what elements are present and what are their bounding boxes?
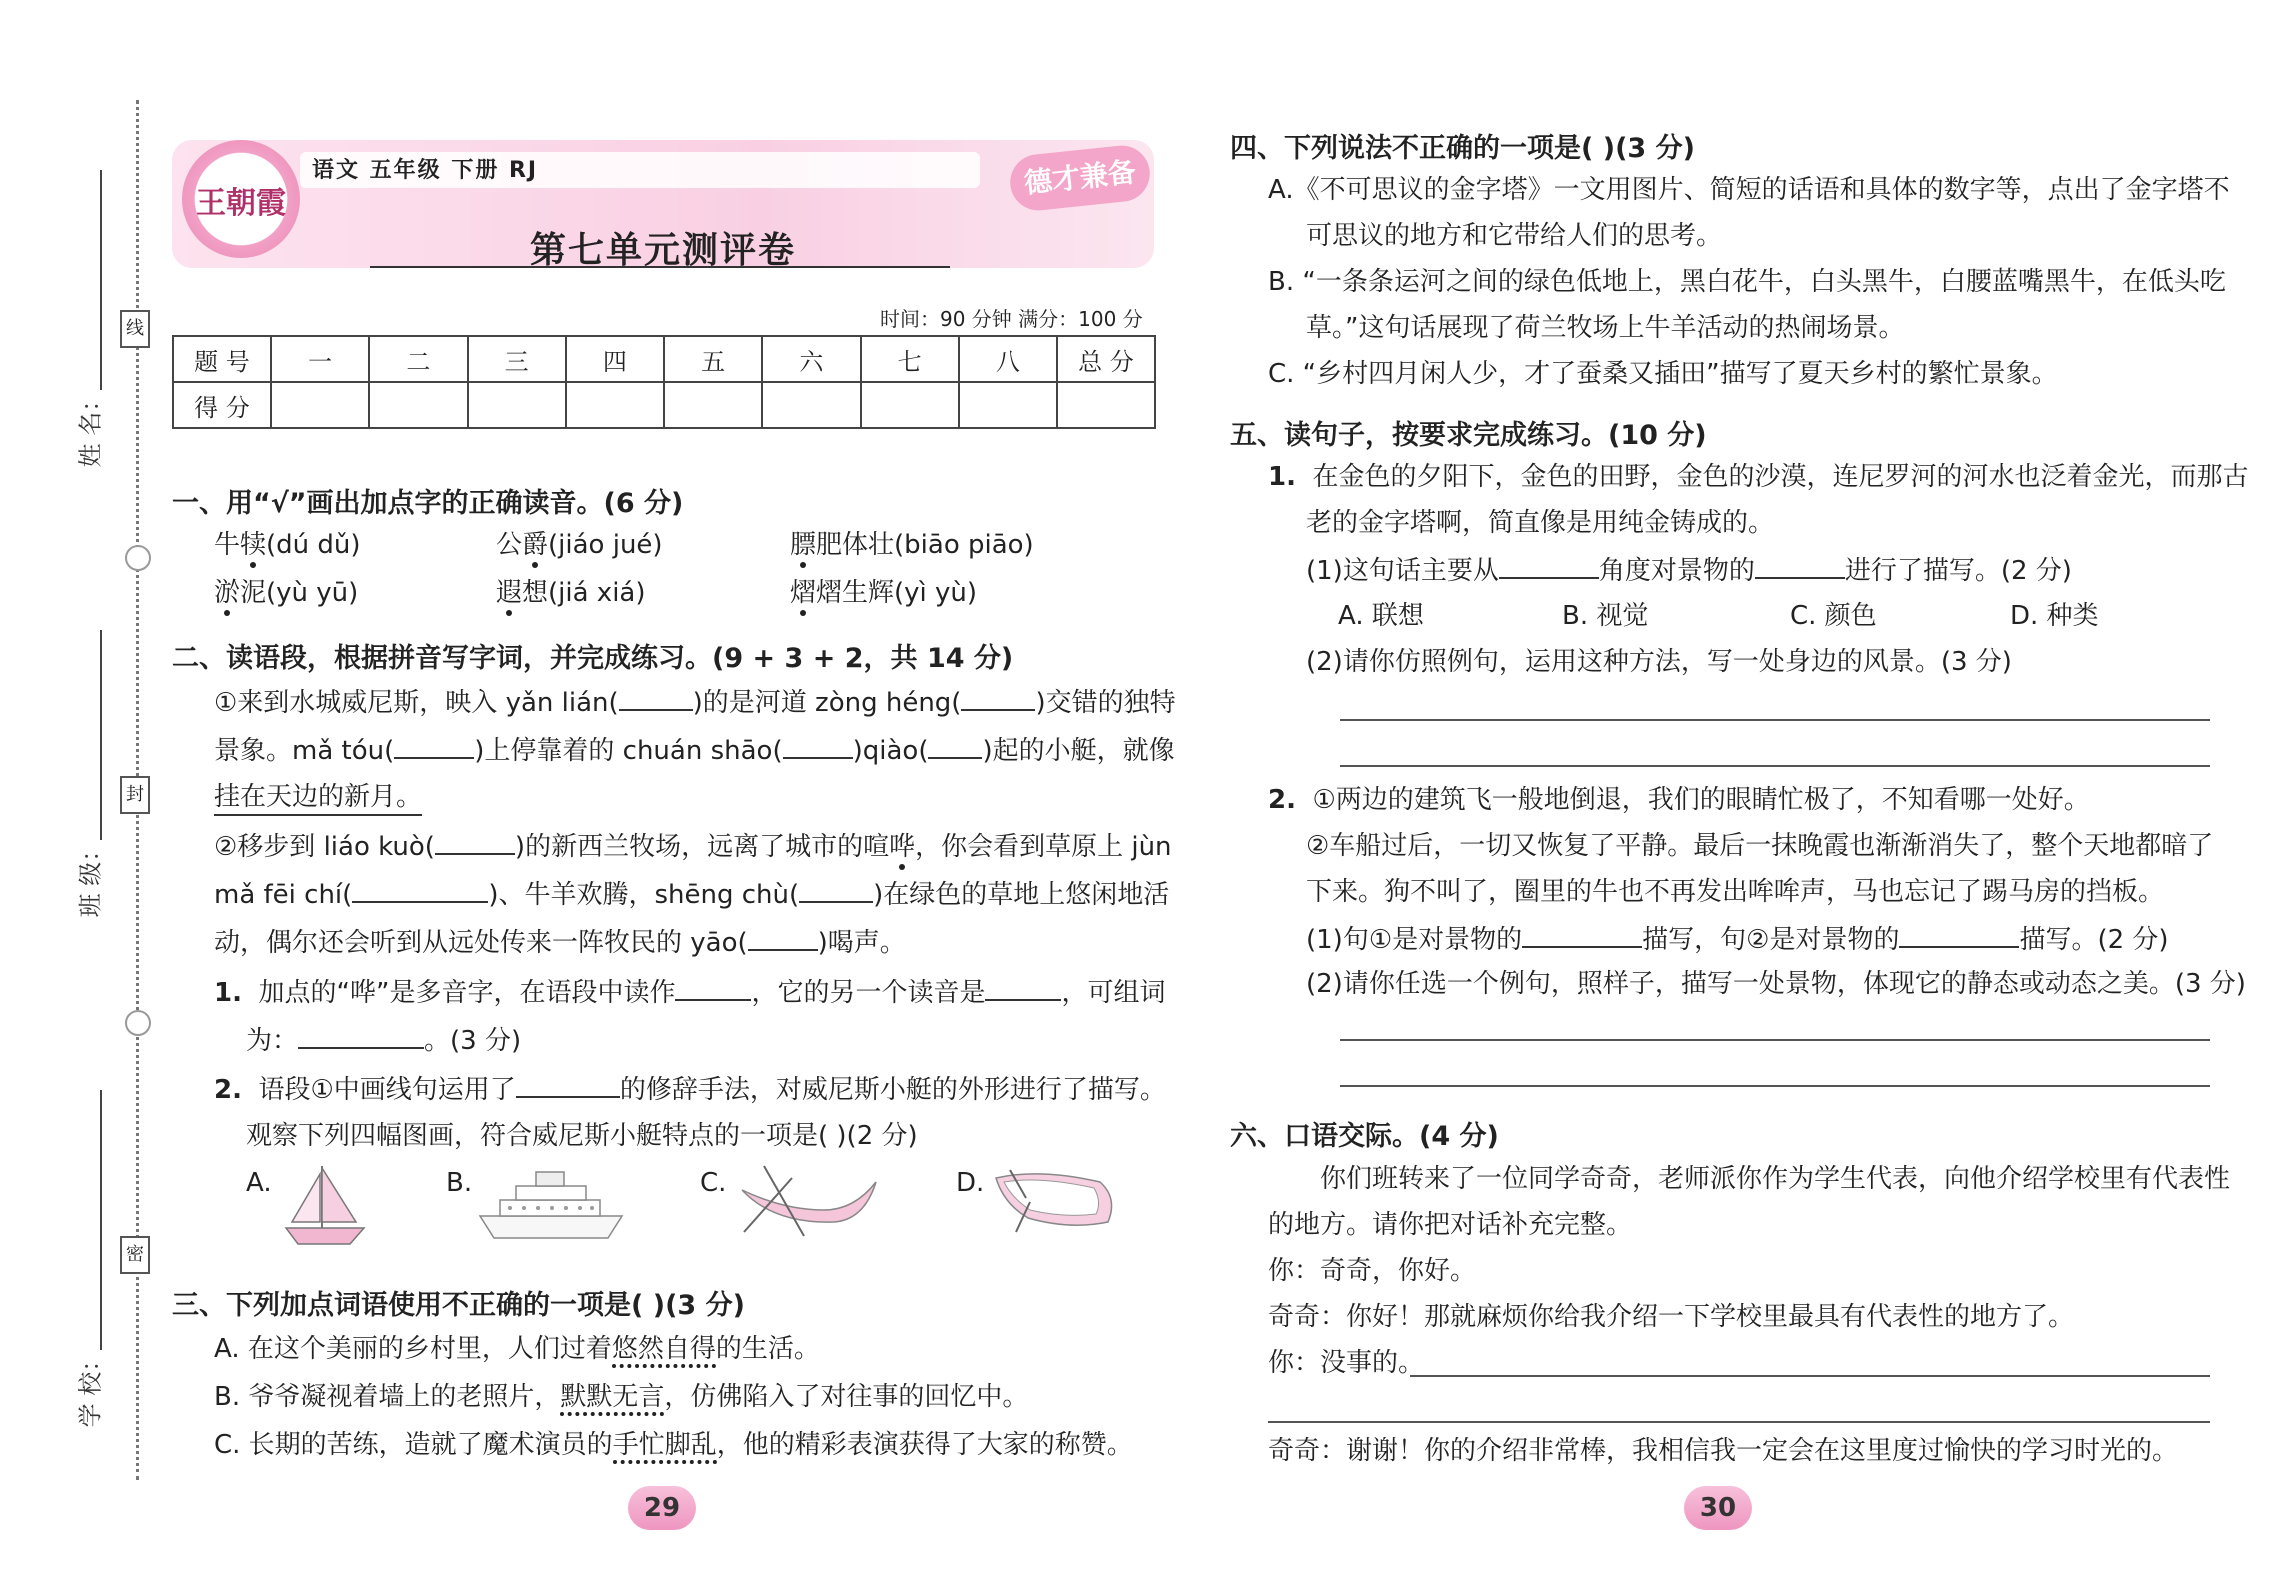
q4-option-a-line1[interactable]: A.《不可思议的金字塔》一文用图片、简短的话语和具体的数字等，点出了金字塔不 [1268,175,2230,205]
q2-text: )的新西兰牧场，远离了城市的喧 [514,832,890,862]
gondola-icon [734,1160,884,1240]
q3-text: ，仿佛陷入了对往事的回忆中。 [664,1382,1029,1412]
dotted-char: 熠 [790,578,817,608]
score-header-cell: 五 [664,336,762,382]
school-label: 学 校： [76,1347,105,1428]
score-header-cell: 一 [271,336,369,382]
writing-line[interactable] [1340,765,2210,767]
answer-blank[interactable] [352,875,488,903]
q2-sub2-line1 [214,1070,1166,1108]
score-header-cell: 题 号 [173,336,271,382]
option-c-label[interactable]: C. [700,1168,727,1198]
q2-text: ，它的另一个读音是 [751,978,986,1008]
q2-text: )上停靠着的 chuán shāo( [474,736,783,766]
q5-text: 描写，句②是对景物的 [1642,925,1900,955]
q6-dialog-1: 你：奇奇，你好。 [1268,1256,1477,1286]
q2-sub1-line1 [214,973,1165,1011]
answer-blank[interactable] [799,875,873,903]
title-underline [370,266,950,268]
score-table-header-row [173,336,1155,382]
sailboat-icon [280,1160,370,1252]
q2-text: )喝声。 [817,928,906,958]
q1-item-2 [496,527,663,563]
answer-blank[interactable] [1499,551,1599,579]
dotted-char: 膘 [790,530,817,560]
writing-line[interactable] [1410,1375,2210,1377]
q5-text: 进行了描写。(2 分) [1844,556,2072,586]
q5-text: (1)这句话主要从 [1306,556,1499,586]
q2-text: 景象。mǎ tóu( [214,736,395,766]
score-cell[interactable] [566,382,664,428]
q2-text: 语段①中画线句运用了 [258,1075,516,1105]
q4-title: 四、下列说法不正确的一项是( )(3 分) [1230,133,1695,164]
score-cell[interactable] [762,382,860,428]
q5-text: (1)句①是对景物的 [1306,925,1523,955]
answer-blank[interactable] [298,1021,424,1049]
score-row-label: 得 分 [173,382,271,428]
q6-title: 六、口语交际。(4 分) [1230,1121,1499,1152]
writing-line[interactable] [1268,1421,2210,1423]
q2-text: )的是河道 zòng héng( [692,688,962,718]
q1-item-text: 公 [496,530,523,560]
score-header-cell: 二 [369,336,467,382]
q3-option-a[interactable] [214,1331,820,1367]
q5-s1-q1 [1306,551,2072,589]
q2-text: mǎ fēi chí( [214,880,353,910]
answer-blank[interactable] [748,923,818,951]
q1-item-5 [496,575,646,611]
q5-title: 五、读句子，按要求完成练习。(10 分) [1230,420,1707,451]
q2-text: 为： [246,1026,299,1056]
q1-item-pinyin[interactable]: 想(jiá xiá) [522,578,646,608]
q5-s2-q2: (2)请你任选一个例句，照样子，描写一处景物，体现它的静态或动态之美。(3 分) [1306,969,2246,999]
score-table-score-row [173,382,1155,428]
underlined-sentence: 挂在天边的新月。 [214,782,422,816]
q2-text: )在绿色的草地上悠闲地活 [873,880,1170,910]
option-b-label[interactable]: B. [446,1168,473,1198]
dotted-phrase: 手忙脚乱 [613,1430,717,1464]
option-d-label[interactable]: D. [956,1168,985,1198]
q2-text: )交错的独特 [1035,688,1176,718]
score-table [172,335,1156,429]
stamp-badge: 德才兼备 [1007,143,1152,213]
writing-line[interactable] [1340,1039,2210,1041]
name-label: 姓 名： [76,387,105,468]
q3-option-c[interactable] [214,1427,1133,1463]
q5-opt-b[interactable]: B. 视觉 [1562,601,1649,631]
score-header-cell: 总 分 [1057,336,1155,382]
sub-number: 2. [1268,785,1296,815]
score-cell[interactable] [369,382,467,428]
score-header-cell: 七 [861,336,959,382]
answer-blank[interactable] [961,683,1035,711]
q5-opt-c[interactable]: C. 颜色 [1790,601,1877,631]
q1-item-pinyin[interactable]: (dú dǔ) [266,530,361,560]
score-cell[interactable] [468,382,566,428]
writing-line[interactable] [1340,1085,2210,1087]
q2-text: 加点的“哗”是多音字，在语段中读作 [258,978,676,1008]
q2-text: 。(3 分) [424,1026,522,1056]
class-field-line[interactable] [100,630,102,840]
q2-sub2-line2: 观察下列四幅图画，符合威尼斯小艇特点的一项是( )(2 分) [246,1121,918,1151]
score-cell[interactable] [959,382,1057,428]
q2-text: 动，偶尔还会听到从远处传来一阵牧民的 yāo( [214,928,748,958]
dotted-char: 哗 [889,832,916,862]
q1-item-4 [214,575,358,611]
q2-text: )qiào( [852,736,929,766]
brand-text: 王朝霞 [196,186,286,221]
answer-blank[interactable] [985,973,1061,1001]
q1-item-6 [790,575,977,611]
q5-text: 角度对景物的 [1598,556,1755,586]
q5-s1-line2: 老的金字塔啊，简直像是用纯金铸成的。 [1306,508,1775,538]
dotted-char: 遐 [496,578,523,608]
time-info: 时间：90 分钟 满分：100 分 [880,307,1143,331]
q2-para1-line1 [214,683,1176,721]
answer-blank[interactable] [1755,551,1845,579]
answer-blank[interactable] [1522,920,1642,948]
dotted-char: 爵 [522,530,549,560]
q3-text: B. 爷爷凝视着墙上的老照片， [214,1382,561,1412]
class-label: 班 级： [76,837,105,918]
q1-item-pinyin[interactable]: 泥(yù yū) [240,578,359,608]
q2-para1-line2 [214,731,1175,769]
score-cell[interactable] [861,382,959,428]
q1-title: 一、用“√”画出加点字的正确读音。(6 分) [172,488,684,519]
q5-text: 描写。(2 分) [2019,925,2169,955]
q5-opt-a[interactable]: A. 联想 [1338,601,1424,631]
answer-blank[interactable] [783,731,853,759]
q5-text: ①两边的建筑飞一般地倒退，我们的眼睛忙极了，不知看哪一处好。 [1312,785,2090,815]
answer-blank[interactable] [619,683,693,711]
score-header-cell: 四 [566,336,664,382]
q2-text: ①来到水城威尼斯，映入 yǎn lián( [214,688,619,718]
q5-s2-line2: ②车船过后，一切又恢复了平静。最后一抹晚霞也渐渐消失了，整个天地都暗了 [1306,831,2214,861]
answer-blank[interactable] [394,731,474,759]
writing-line[interactable] [1340,719,2210,721]
score-header-cell: 三 [468,336,566,382]
q4-option-a-line2: 可思议的地方和它带给人们的思考。 [1306,221,1723,251]
answer-blank[interactable] [516,1070,620,1098]
q2-para2-line2 [214,875,1169,913]
rowboat-icon [990,1158,1120,1240]
q2-text: ，你会看到草原上 jùn [915,832,1172,862]
score-header-cell: 六 [762,336,860,382]
brand-logo [182,140,300,258]
q1-item-3 [790,527,1034,563]
sub-number: 2. [214,1075,242,1105]
score-cell[interactable] [664,382,762,428]
sub-number: 1. [214,978,242,1008]
q2-text: )、牛羊欢腾，shēng chù( [488,880,800,910]
dotted-phrase: 悠然自得 [612,1334,716,1368]
q6-dialog-3: 你：没事的。 [1268,1348,1425,1378]
q5-s2-line3: 下来。狗不叫了，圈里的牛也不再发出哞哞声，马也忘记了踢马房的挡板。 [1306,877,2165,907]
q3-text: ，他的精彩表演获得了大家的称赞。 [716,1430,1133,1460]
q2-sub1-line2 [246,1021,521,1059]
q2-para2-line3 [214,923,906,961]
seal-mark-1: 线 [120,310,150,348]
score-cell[interactable] [271,382,369,428]
subject-line: 语文 五年级 下册 RJ [312,158,539,183]
page-number-left: 29 [628,1486,696,1530]
q2-text: 的修辞手法，对威尼斯小艇的外形进行了描写。 [619,1075,1166,1105]
q5-opt-d[interactable]: D. 种类 [2010,601,2099,631]
q2-text: ②移步到 liáo kuò( [214,832,435,862]
score-header-cell: 八 [959,336,1057,382]
option-a-label[interactable]: A. [246,1168,272,1198]
answer-blank[interactable] [435,827,515,855]
q3-text: C. 长期的苦练，造就了魔术演员的 [214,1430,613,1460]
q5-s1-line1 [1268,459,2249,495]
q2-para1-line3 [214,779,422,815]
page-number-right: 30 [1684,1486,1752,1530]
school-field-line[interactable] [100,1090,102,1350]
binding-hole-2 [125,1010,151,1036]
cruise-ship-icon [476,1164,626,1244]
q1-item-pinyin[interactable]: 肥体壮(biāo piāo) [816,530,1034,560]
q6-intro-line1: 你们班转来了一位同学奇奇，老师派你作为学生代表，向他介绍学校里有代表性 [1320,1164,2231,1194]
q5-text: 在金色的夕阳下，金色的田野，金色的沙漠，连尼罗河的河水也泛着金光，而那古 [1312,462,2249,492]
q2-text: )起的小艇，就像 [982,736,1175,766]
answer-blank[interactable] [928,731,982,759]
q3-title: 三、下列加点词语使用不正确的一项是( )(3 分) [172,1290,745,1321]
binding-hole-1 [125,545,151,571]
q4-option-b-line2: 草。”这句话展现了荷兰牧场上牛羊活动的热闹场景。 [1306,313,1905,343]
q2-title: 二、读语段，根据拼音写字词，并完成练习。(9 + 3 + 2，共 14 分) [172,643,1014,674]
q6-dialog-2: 奇奇：你好！那就麻烦你给我介绍一下学校里最具有代表性的地方了。 [1268,1302,2075,1332]
dotted-char: 犊 [240,530,267,560]
q5-s2-line1 [1268,782,2090,818]
q1-item-text: 牛 [214,530,241,560]
q1-item-pinyin[interactable]: 熠生辉(yì yù) [816,578,978,608]
q1-item-pinyin[interactable]: (jiáo jué) [548,530,663,560]
seal-mark-2: 封 [120,776,150,814]
q2-para2-line1 [214,827,1172,865]
name-field-line[interactable] [100,170,102,390]
q6-intro-line2: 的地方。请你把对话补充完整。 [1268,1210,1633,1240]
q4-option-b-line1[interactable]: B. “一条条运河之间的绿色低地上，黑白花牛，白头黑牛，白腰蓝嘴黑牛，在低头吃 [1268,267,2226,297]
q6-dialog-4: 奇奇：谢谢！你的介绍非常棒，我相信我一定会在这里度过愉快的学习时光的。 [1268,1436,2179,1466]
page-title: 第七单元测评卷 [530,230,797,271]
q3-option-b[interactable] [214,1379,1028,1415]
seal-mark-3: 密 [120,1236,150,1274]
q1-item-1 [214,527,361,563]
q5-s1-q2: (2)请你仿照例句，运用这种方法，写一处身边的风景。(3 分) [1306,647,2012,677]
q4-option-c[interactable]: C. “乡村四月闲人少，才了蚕桑又插田”描写了夏天乡村的繁忙景象。 [1268,359,2058,389]
q3-text: 的生活。 [715,1334,820,1364]
answer-blank[interactable] [1899,920,2019,948]
q5-s2-q1 [1306,920,2169,958]
score-cell[interactable] [1057,382,1155,428]
sub-number: 1. [1268,462,1296,492]
answer-blank[interactable] [675,973,751,1001]
dotted-char: 淤 [214,578,241,608]
dotted-phrase: 默默无言 [560,1382,664,1416]
q3-text: A. 在这个美丽的乡村里，人们过着 [214,1334,612,1364]
q2-text: ，可组词 [1061,978,1166,1008]
